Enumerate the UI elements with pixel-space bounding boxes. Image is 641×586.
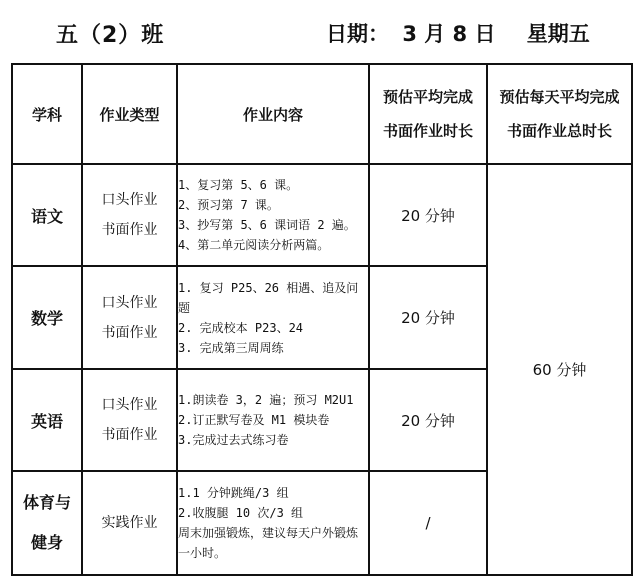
subject-line: 健身	[30, 533, 63, 552]
col-est-avg-line1: 预估平均完成	[382, 88, 473, 106]
content-line: 2.订正默写卷及 M1 模块卷	[178, 413, 330, 427]
col-subject: 学科	[12, 64, 82, 164]
date-group	[326, 18, 596, 48]
content-line: 1. 复习 P25、26 相遇、追及问题	[178, 280, 359, 315]
content-line: 1.朗读卷 3，2 遍；预习 M2U1	[178, 393, 354, 407]
subject-cell: 语文	[12, 164, 82, 266]
content-line: 4、第二单元阅读分析两篇。	[178, 238, 330, 252]
time-cell: 20 分钟	[369, 369, 487, 471]
time-cell: 20 分钟	[369, 164, 487, 266]
date-label: 日期：	[326, 22, 389, 46]
header	[0, 14, 641, 54]
content-cell	[177, 471, 369, 575]
total-time-cell: 60 分钟	[487, 164, 632, 575]
subject-cell: 数学	[12, 266, 82, 369]
content-line: 1、复习第 5、6 课。	[178, 178, 299, 192]
subject-line: 体育与	[22, 493, 71, 512]
type-cell	[82, 471, 177, 575]
col-est-avg	[369, 64, 487, 164]
content-line: 2. 完成校本 P23、24	[178, 320, 304, 335]
weekday: 星期五	[526, 22, 590, 46]
col-est-daily-line1: 预估每天平均完成	[499, 88, 620, 106]
col-type: 作业类型	[82, 64, 177, 164]
col-est-daily-line2: 书面作业总时长	[506, 122, 612, 140]
content-line: 3. 完成第三周周练	[178, 340, 284, 355]
type-item: 口头作业	[101, 397, 158, 413]
type-item: 口头作业	[101, 294, 158, 311]
header-row	[12, 64, 632, 164]
content-line: 1.1 分钟跳绳/3 组	[178, 486, 289, 500]
content-cell	[177, 369, 369, 471]
type-cell	[82, 369, 177, 471]
time-cell: /	[369, 471, 487, 575]
content-cell	[177, 164, 369, 266]
subject-cell: 英语	[12, 369, 82, 471]
homework-table	[11, 63, 633, 576]
time-cell: 20 分钟	[369, 266, 487, 369]
col-content: 作业内容	[177, 64, 369, 164]
table-row	[12, 164, 632, 266]
content-line: 3、抄写第 5、6 课词语 2 遍。	[178, 218, 356, 232]
type-item: 书面作业	[101, 222, 158, 238]
content-line: 2.收腹腿 10 次/3 组	[178, 506, 304, 520]
type-cell	[82, 164, 177, 266]
class-name: 五（2）班	[56, 23, 165, 48]
type-item: 实践作业	[101, 515, 158, 531]
type-item: 口头作业	[101, 192, 158, 208]
content-line: 周末加强锻炼，建议每天户外锻炼一小时。	[178, 526, 359, 560]
date-value: 3 月 8 日	[402, 22, 496, 46]
content-cell	[177, 266, 369, 369]
content-line: 3.完成过去式练习卷	[178, 433, 289, 447]
type-item: 书面作业	[101, 324, 158, 341]
col-est-daily	[487, 64, 632, 164]
content-line: 2、预习第 7 课。	[178, 198, 279, 212]
col-est-avg-line2: 书面作业时长	[382, 122, 473, 140]
type-item: 书面作业	[101, 427, 158, 443]
type-cell	[82, 266, 177, 369]
subject-cell	[12, 471, 82, 575]
